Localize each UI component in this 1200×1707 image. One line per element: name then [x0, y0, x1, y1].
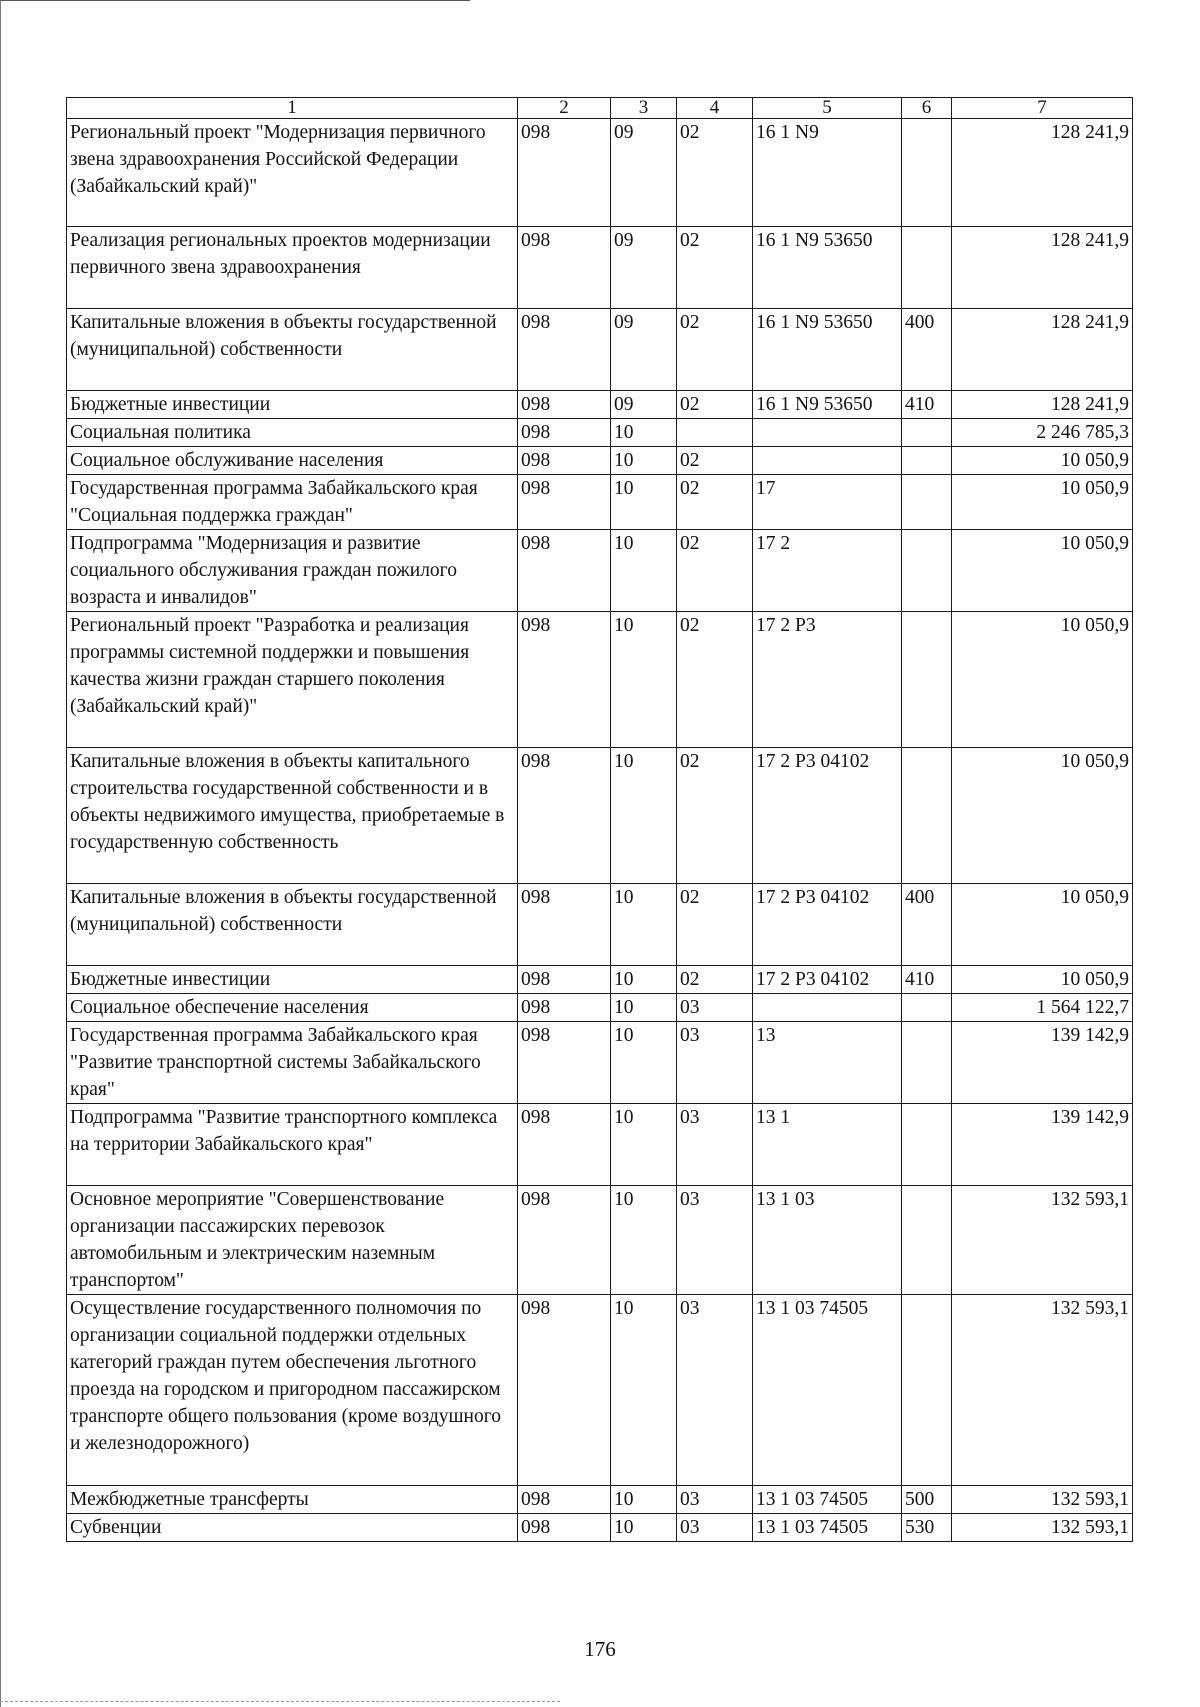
- row-col2: 098: [518, 1486, 611, 1514]
- header-cell-7: 7: [952, 98, 1133, 119]
- row-col2: 098: [518, 884, 611, 966]
- row-col4: 03: [677, 1186, 753, 1295]
- row-col6: 410: [902, 391, 952, 419]
- header-cell-3: 3: [611, 98, 677, 119]
- row-col5: 16 1 N9: [753, 119, 902, 227]
- row-col6: 400: [902, 309, 952, 391]
- table-row: [67, 419, 1133, 447]
- row-col6: [902, 475, 952, 530]
- row-col6: 500: [902, 1486, 952, 1514]
- row-col2: 098: [518, 966, 611, 994]
- row-name: Бюджетные инвестиции: [67, 966, 518, 994]
- row-amount: 132 593,1: [952, 1486, 1133, 1514]
- row-col5: 16 1 N9 53650: [753, 391, 902, 419]
- row-col5: [753, 994, 902, 1022]
- table-row: [67, 119, 1133, 227]
- scan-edge-left: [0, 0, 1, 1707]
- header-cell-5: 5: [753, 98, 902, 119]
- row-col6: 530: [902, 1514, 952, 1542]
- row-col3: 09: [611, 391, 677, 419]
- row-col3: 10: [611, 884, 677, 966]
- row-col6: 410: [902, 966, 952, 994]
- table-row: [67, 1514, 1133, 1542]
- row-name: Основное мероприятие "Совершенствование организации пассажирских перевозок автомобильным и электрическим наземным транспортом": [67, 1186, 518, 1295]
- row-name: Капитальные вложения в объекты государственной (муниципальной) собственности: [67, 884, 518, 966]
- row-col5: 17 2 P3 04102: [753, 966, 902, 994]
- row-col6: [902, 119, 952, 227]
- row-amount: 128 241,9: [952, 227, 1133, 309]
- table-row: [67, 612, 1133, 748]
- row-col3: 10: [611, 1486, 677, 1514]
- row-col2: 098: [518, 612, 611, 748]
- row-col5: 16 1 N9 53650: [753, 309, 902, 391]
- row-col4: 02: [677, 447, 753, 475]
- row-name: Социальное обслуживание населения: [67, 447, 518, 475]
- row-name: Социальное обеспечение населения: [67, 994, 518, 1022]
- row-col4: 02: [677, 966, 753, 994]
- table-row: [67, 447, 1133, 475]
- row-name: Государственная программа Забайкальского края "Развитие транспортной системы Забайкальского края": [67, 1022, 518, 1104]
- row-col2: 098: [518, 530, 611, 612]
- table-row: [67, 1295, 1133, 1486]
- row-col2: 098: [518, 1514, 611, 1542]
- table-row: [67, 1486, 1133, 1514]
- row-col5: [753, 419, 902, 447]
- row-col2: 098: [518, 475, 611, 530]
- row-amount: 1 564 122,7: [952, 994, 1133, 1022]
- row-col6: [902, 1104, 952, 1186]
- row-col2: 098: [518, 227, 611, 309]
- row-name: Региональный проект "Модернизация первичного звена здравоохранения Российской Федерации (Забайкальский край)": [67, 119, 518, 227]
- row-col5: 17 2 P3: [753, 612, 902, 748]
- row-amount: 10 050,9: [952, 475, 1133, 530]
- row-col2: 098: [518, 419, 611, 447]
- row-col2: 098: [518, 447, 611, 475]
- header-cell-2: 2: [518, 98, 611, 119]
- row-col4: 02: [677, 748, 753, 884]
- row-name: Реализация региональных проектов модернизации первичного звена здравоохранения: [67, 227, 518, 309]
- row-col4: 02: [677, 530, 753, 612]
- table-row: [67, 966, 1133, 994]
- row-col3: 10: [611, 748, 677, 884]
- row-col3: 10: [611, 419, 677, 447]
- row-col3: 10: [611, 1295, 677, 1486]
- row-col2: 098: [518, 1295, 611, 1486]
- row-name: Государственная программа Забайкальского края "Социальная поддержка граждан": [67, 475, 518, 530]
- row-col4: 03: [677, 1295, 753, 1486]
- row-name: Подпрограмма "Развитие транспортного комплекса на территории Забайкальского края": [67, 1104, 518, 1186]
- table-row: [67, 227, 1133, 309]
- row-col3: 09: [611, 119, 677, 227]
- row-col4: 03: [677, 1022, 753, 1104]
- row-col4: 02: [677, 227, 753, 309]
- row-col2: 098: [518, 309, 611, 391]
- row-col3: 10: [611, 994, 677, 1022]
- row-col5: 17 2: [753, 530, 902, 612]
- row-col3: 10: [611, 612, 677, 748]
- row-amount: 128 241,9: [952, 391, 1133, 419]
- table-row: [67, 748, 1133, 884]
- row-col4: 02: [677, 119, 753, 227]
- row-amount: 10 050,9: [952, 748, 1133, 884]
- table-row: [67, 391, 1133, 419]
- row-col3: 09: [611, 227, 677, 309]
- row-col5: 13 1 03 74505: [753, 1514, 902, 1542]
- row-col6: [902, 530, 952, 612]
- row-col6: 400: [902, 884, 952, 966]
- row-col3: 10: [611, 447, 677, 475]
- row-col5: 16 1 N9 53650: [753, 227, 902, 309]
- row-amount: 10 050,9: [952, 530, 1133, 612]
- scan-edge-bottom: [0, 1701, 560, 1702]
- row-amount: 10 050,9: [952, 612, 1133, 748]
- row-col5: 13 1 03 74505: [753, 1486, 902, 1514]
- table-row: [67, 530, 1133, 612]
- table-row: [67, 475, 1133, 530]
- row-name: Региональный проект "Разработка и реализация программы системной поддержки и повышения качества жизни граждан старшего поколения (Забайкальский край)": [67, 612, 518, 748]
- row-col6: [902, 419, 952, 447]
- header-row: [67, 98, 1133, 119]
- row-col6: [902, 1186, 952, 1295]
- row-col6: [902, 994, 952, 1022]
- row-amount: 2 246 785,3: [952, 419, 1133, 447]
- row-col3: 10: [611, 966, 677, 994]
- row-name: Капитальные вложения в объекты государственной (муниципальной) собственности: [67, 309, 518, 391]
- row-name: Межбюджетные трансферты: [67, 1486, 518, 1514]
- row-col6: [902, 447, 952, 475]
- row-col4: 03: [677, 1104, 753, 1186]
- row-col6: [902, 748, 952, 884]
- row-name: Капитальные вложения в объекты капитального строительства государственной собственности и в объекты недвижимого имущества, приобретаемые в государственную собственность: [67, 748, 518, 884]
- header-cell-1: 1: [67, 98, 518, 119]
- row-col4: 02: [677, 391, 753, 419]
- row-col5: [753, 447, 902, 475]
- table-row: [67, 1186, 1133, 1295]
- row-col3: 10: [611, 1104, 677, 1186]
- row-name: Осуществление государственного полномочия по организации социальной поддержки отдельных категорий граждан путем обеспечения льготного проезда на городском и пригородном пассажирском транспорте общего пользования (кроме воздушного и железнодорожного): [67, 1295, 518, 1486]
- row-col5: 17: [753, 475, 902, 530]
- row-col3: 10: [611, 475, 677, 530]
- row-amount: 10 050,9: [952, 884, 1133, 966]
- row-name: Субвенции: [67, 1514, 518, 1542]
- row-col2: 098: [518, 1104, 611, 1186]
- row-col5: 13: [753, 1022, 902, 1104]
- row-col3: 10: [611, 1186, 677, 1295]
- row-col3: 10: [611, 1022, 677, 1104]
- row-col6: [902, 1295, 952, 1486]
- table-row: [67, 1104, 1133, 1186]
- header-cell-6: 6: [902, 98, 952, 119]
- row-amount: 132 593,1: [952, 1295, 1133, 1486]
- row-amount: 10 050,9: [952, 447, 1133, 475]
- row-amount: 128 241,9: [952, 309, 1133, 391]
- row-col4: 03: [677, 1514, 753, 1542]
- row-col3: 10: [611, 1514, 677, 1542]
- row-amount: 132 593,1: [952, 1186, 1133, 1295]
- row-col4: [677, 419, 753, 447]
- row-name: Социальная политика: [67, 419, 518, 447]
- budget-table: [66, 97, 1133, 1542]
- row-col5: 13 1: [753, 1104, 902, 1186]
- row-col4: 02: [677, 309, 753, 391]
- row-amount: 139 142,9: [952, 1022, 1133, 1104]
- row-amount: 128 241,9: [952, 119, 1133, 227]
- row-col6: [902, 227, 952, 309]
- table-row: [67, 994, 1133, 1022]
- row-col3: 09: [611, 309, 677, 391]
- table-row: [67, 309, 1133, 391]
- table-row: [67, 884, 1133, 966]
- row-col2: 098: [518, 391, 611, 419]
- row-col4: 02: [677, 884, 753, 966]
- table-row: [67, 1022, 1133, 1104]
- row-col4: 03: [677, 1486, 753, 1514]
- row-col6: [902, 612, 952, 748]
- row-col3: 10: [611, 530, 677, 612]
- row-col2: 098: [518, 994, 611, 1022]
- row-name: Бюджетные инвестиции: [67, 391, 518, 419]
- row-amount: 10 050,9: [952, 966, 1133, 994]
- row-col4: 02: [677, 475, 753, 530]
- row-col2: 098: [518, 1022, 611, 1104]
- row-col5: 13 1 03 74505: [753, 1295, 902, 1486]
- row-col2: 098: [518, 748, 611, 884]
- row-col5: 13 1 03: [753, 1186, 902, 1295]
- row-name: Подпрограмма "Модернизация и развитие социального обслуживания граждан пожилого возраста и инвалидов": [67, 530, 518, 612]
- row-col6: [902, 1022, 952, 1104]
- header-cell-4: 4: [677, 98, 753, 119]
- scan-edge-top: [0, 0, 470, 1]
- row-col2: 098: [518, 1186, 611, 1295]
- row-col2: 098: [518, 119, 611, 227]
- row-col5: 17 2 P3 04102: [753, 748, 902, 884]
- row-col4: 03: [677, 994, 753, 1022]
- row-col4: 02: [677, 612, 753, 748]
- row-amount: 139 142,9: [952, 1104, 1133, 1186]
- row-col5: 17 2 P3 04102: [753, 884, 902, 966]
- row-amount: 132 593,1: [952, 1514, 1133, 1542]
- page-number: 176: [584, 1637, 616, 1661]
